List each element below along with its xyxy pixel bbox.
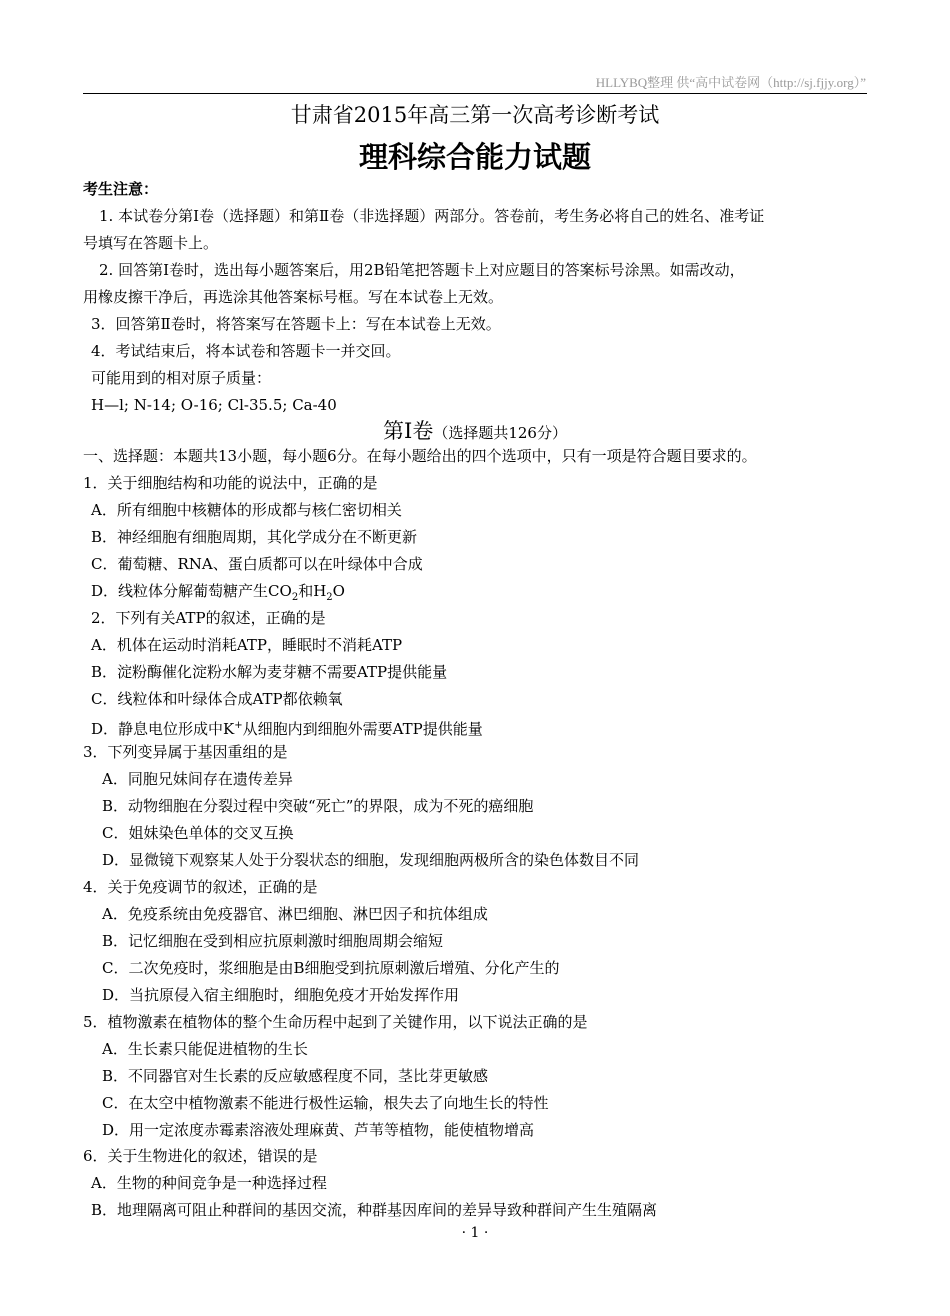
- q1-option-b: B．神经细胞有细胞周期，其化学成分在不断更新: [91, 528, 418, 546]
- q5-option-a: A．生长素只能促进植物的生长: [102, 1040, 308, 1058]
- atomic-mass-values: H—l; N-14; O-16; Cl-35.5; Ca-40: [91, 396, 337, 414]
- q4-option-a: A．免疫系统由免疫器官、淋巴细胞、淋巴因子和抗体组成: [102, 905, 488, 923]
- q5-stem: 5．植物激素在植物体的整个生命历程中起到了关键作用，以下说法正确的是: [83, 1013, 588, 1031]
- q2-d-sup: +: [234, 720, 243, 731]
- exam-title: 甘肃省2015年高三第一次高考诊断考试: [290, 103, 660, 127]
- header-watermark: HLLYBQ整理 供“高中试卷网（http://sj.fjjy.org）”: [595, 75, 866, 90]
- q3-option-b: B．动物细胞在分裂过程中突破“死亡”的界限，成为不死的癌细胞: [102, 797, 534, 815]
- q3-option-d: D．显微镜下观察某人处于分裂状态的细胞，发现细胞两极所含的染色体数目不同: [102, 851, 640, 869]
- q2-option-a: A．机体在运动时消耗ATP，睡眠时不消耗ATP: [91, 636, 403, 654]
- notice-item-1a: 1. 本试卷分第Ⅰ卷（选择题）和第Ⅱ卷（非选择题）两部分。答卷前，考生务必将自己的姓名、准考证: [99, 207, 765, 225]
- instructions: 一、选择题：本题共13小题，每小题6分。在每小题给出的四个选项中，只有一项是符合题目要求的。: [83, 447, 757, 465]
- notice-item-3: 3．回答第Ⅱ卷时，将答案写在答题卡上：写在本试卷上无效。: [91, 315, 501, 333]
- section-subtitle: （选择题共126分）: [433, 424, 567, 442]
- q5-option-c: C．在太空中植物激素不能进行极性运输，根失去了向地生长的特性: [102, 1094, 549, 1112]
- q6-option-a: A．生物的种间竞争是一种选择过程: [91, 1174, 327, 1192]
- q4-option-c: C．二次免疫时，浆细胞是由B细胞受到抗原刺激后增殖、分化产生的: [102, 959, 560, 977]
- q4-stem: 4．关于免疫调节的叙述，正确的是: [83, 878, 318, 896]
- q2-stem: 2．下列有关ATP的叙述，正确的是: [91, 609, 326, 627]
- page-number: · 1 ·: [461, 1225, 489, 1241]
- q4-option-b: B．记忆细胞在受到相应抗原刺激时细胞周期会缩短: [102, 932, 444, 950]
- atomic-mass-label: 可能用到的相对原子质量：: [91, 369, 272, 387]
- q1-d-sub: 2: [326, 592, 333, 603]
- notice-heading: 考生注意：: [83, 180, 159, 198]
- q1-option-d: [91, 581, 345, 608]
- q2-option-d: [91, 716, 483, 739]
- notice-item-1b: 号填写在答题卡上。: [83, 234, 219, 252]
- section-heading: [0, 418, 950, 446]
- q1-option-c: C．葡萄糖、RNA、蛋白质都可以在叶绿体中合成: [91, 555, 423, 573]
- notice-item-2b: 用橡皮擦干净后，再选涂其他答案标号框。写在本试卷上无效。: [83, 288, 504, 306]
- notice-item-2a: 2. 回答第Ⅰ卷时，选出每小题答案后，用2B铅笔把答题卡上对应题目的答案标号涂黑。如需改动，: [99, 261, 745, 279]
- notice-item-4: 4．考试结束后，将本试卷和答题卡一并交回。: [91, 342, 401, 360]
- q3-stem: 3．下列变异属于基因重组的是: [83, 743, 288, 761]
- q1-stem: 1．关于细胞结构和功能的说法中，正确的是: [83, 474, 378, 492]
- q1-d-sub: 2: [291, 592, 299, 603]
- q1-d-end: O: [332, 582, 345, 600]
- section-title: 第Ⅰ卷: [383, 419, 434, 443]
- q1-option-a: A．所有细胞中核糖体的形成都与核仁密切相关: [91, 501, 402, 519]
- q5-option-b: B．不同器官对生长素的反应敏感程度不同，茎比芽更敏感: [102, 1067, 489, 1085]
- q1-d-mid: 和H: [298, 582, 327, 600]
- q4-option-d: D．当抗原侵入宿主细胞时，细胞免疫才开始发挥作用: [102, 986, 460, 1004]
- header-rule: [83, 93, 867, 94]
- q3-option-a: A．同胞兄妹间存在遗传差异: [102, 770, 293, 788]
- q2-d-end: 从细胞内到细胞外需要ATP提供能量: [242, 720, 483, 738]
- q3-option-c: C．姐妹染色单体的交叉互换: [102, 824, 294, 842]
- q5-option-d: D．用一定浓度赤霉素溶液处理麻黄、芦苇等植物，能使植物增高: [102, 1121, 535, 1139]
- q6-option-b: B．地理隔离可阻止种群间的基因交流，种群基因库间的差异导致种群间产生生殖隔离: [91, 1201, 658, 1219]
- exam-subtitle: 理科综合能力试题: [358, 140, 591, 174]
- q6-stem: 6．关于生物进化的叙述，错误的是: [83, 1147, 318, 1165]
- q2-option-c: C．线粒体和叶绿体合成ATP都依赖氧: [91, 690, 343, 708]
- q1-d-text: D．线粒体分解葡萄糖产生CO: [91, 582, 292, 600]
- q2-option-b: B．淀粉酶催化淀粉水解为麦芽糖不需要ATP提供能量: [91, 663, 448, 681]
- q2-d-text: D．静息电位形成中K: [91, 720, 235, 738]
